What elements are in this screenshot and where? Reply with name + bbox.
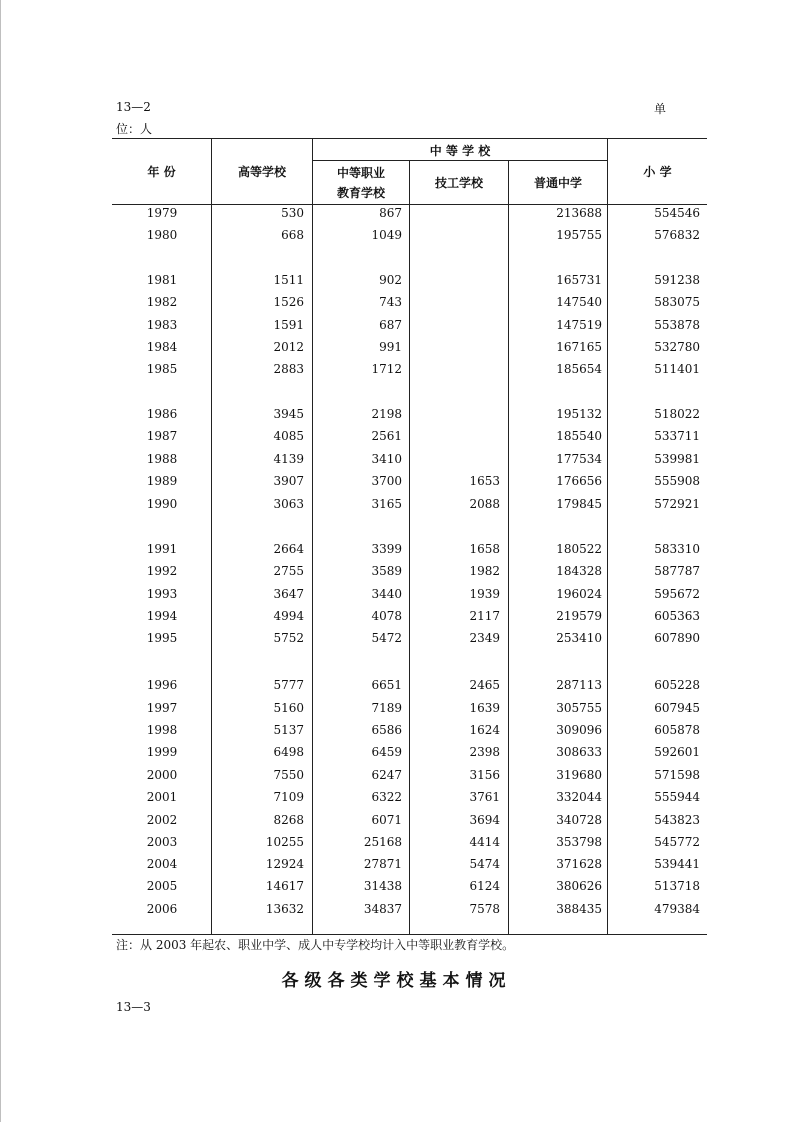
table-row: [112, 203, 707, 225]
row-vocational: 2198: [371, 407, 402, 421]
row-higher-education: 4085: [273, 429, 304, 443]
table-row: [112, 315, 707, 337]
row-general-secondary: 380626: [556, 879, 602, 893]
row-technical: 1639: [469, 701, 500, 715]
row-higher-education: 1526: [273, 295, 304, 309]
row-primary: 572921: [654, 497, 700, 511]
row-higher-education: 13632: [265, 902, 304, 916]
row-general-secondary: 195755: [556, 228, 602, 242]
row-vocational: 3410: [371, 452, 402, 466]
row-general-secondary: 196024: [556, 587, 602, 601]
row-higher-education: 668: [281, 228, 304, 242]
row-vocational: 867: [379, 206, 402, 220]
row-technical: 2398: [469, 745, 500, 759]
header-primary-schools: 小 学: [643, 165, 672, 179]
table-row: [112, 292, 707, 314]
row-year: 1997: [146, 701, 178, 715]
row-technical: 6124: [469, 879, 500, 893]
row-higher-education: 4994: [273, 609, 304, 623]
row-primary: 587787: [654, 564, 700, 578]
row-primary: 592601: [654, 745, 700, 759]
row-year: 1981: [146, 273, 178, 287]
row-technical: 3761: [469, 790, 500, 804]
row-higher-education: 4139: [273, 452, 304, 466]
row-primary: 591238: [654, 273, 700, 287]
row-year: 1984: [146, 340, 178, 354]
row-vocational: 4078: [371, 609, 402, 623]
row-general-secondary: 340728: [556, 813, 602, 827]
row-general-secondary: 287113: [556, 678, 602, 692]
table-row: [112, 832, 707, 854]
table-row: [112, 876, 707, 898]
table-row: [112, 606, 707, 628]
row-higher-education: 5752: [273, 631, 304, 645]
row-year: 2002: [146, 813, 178, 827]
row-primary: 543823: [654, 813, 700, 827]
header-higher-education: 高等学校: [237, 165, 286, 179]
row-primary: 533711: [654, 429, 700, 443]
row-primary: 555908: [654, 474, 700, 488]
row-general-secondary: 147540: [556, 295, 602, 309]
row-higher-education: 1591: [273, 318, 304, 332]
row-primary: 583310: [654, 542, 700, 556]
table-row: [112, 449, 707, 471]
row-primary: 607945: [654, 701, 700, 715]
row-technical: 2349: [469, 631, 500, 645]
row-general-secondary: 309096: [556, 723, 602, 737]
table-row: [112, 225, 707, 247]
row-year: 2005: [146, 879, 178, 893]
row-general-secondary: 165731: [556, 273, 602, 287]
table-row: [112, 742, 707, 764]
table-row: [112, 270, 707, 292]
row-primary: 518022: [654, 407, 700, 421]
row-higher-education: 12924: [265, 857, 304, 871]
row-general-secondary: 179845: [556, 497, 602, 511]
group-divider-rule: [312, 160, 607, 161]
row-technical: 5474: [469, 857, 500, 871]
row-vocational: 3589: [371, 564, 402, 578]
row-general-secondary: 213688: [556, 206, 602, 220]
row-primary: 605878: [654, 723, 700, 737]
row-general-secondary: 180522: [556, 542, 602, 556]
page-code: 13—2: [116, 100, 151, 114]
row-general-secondary: 184328: [556, 564, 602, 578]
row-year: 1998: [146, 723, 178, 737]
table-row: [112, 494, 707, 516]
row-higher-education: 530: [281, 206, 304, 220]
row-primary: 607890: [654, 631, 700, 645]
row-general-secondary: 388435: [556, 902, 602, 916]
row-general-secondary: 253410: [556, 631, 602, 645]
table-top-rule: [112, 138, 707, 139]
header-year: 年 份: [147, 165, 176, 179]
row-primary: 513718: [654, 879, 700, 893]
row-vocational: 6322: [371, 790, 402, 804]
row-primary: 511401: [654, 362, 700, 376]
row-primary: 539981: [654, 452, 700, 466]
row-vocational: 743: [379, 295, 402, 309]
row-general-secondary: 332044: [556, 790, 602, 804]
row-primary: 532780: [654, 340, 700, 354]
row-year: 1996: [146, 678, 178, 692]
row-general-secondary: 176656: [556, 474, 602, 488]
row-higher-education: 1511: [273, 273, 304, 287]
row-higher-education: 2012: [273, 340, 304, 354]
row-year: 1995: [146, 631, 178, 645]
row-vocational: 34837: [363, 902, 402, 916]
row-technical: 1982: [469, 564, 500, 578]
row-general-secondary: 167165: [556, 340, 602, 354]
row-primary: 553878: [654, 318, 700, 332]
row-higher-education: 2755: [273, 564, 304, 578]
row-technical: 3156: [469, 768, 500, 782]
row-higher-education: 3647: [273, 587, 304, 601]
row-primary: 554546: [654, 206, 700, 220]
row-vocational: 27871: [363, 857, 402, 871]
table-row: [112, 720, 707, 742]
row-year: 2003: [146, 835, 178, 849]
row-year: 1985: [146, 362, 178, 376]
row-vocational: 25168: [363, 835, 402, 849]
row-higher-education: 10255: [265, 835, 304, 849]
row-general-secondary: 185654: [556, 362, 602, 376]
row-higher-education: 2664: [273, 542, 304, 556]
row-general-secondary: 305755: [556, 701, 602, 715]
row-year: 1987: [146, 429, 178, 443]
header-technical-schools: 技工学校: [434, 176, 483, 190]
table-row: [112, 698, 707, 720]
row-technical: 2465: [469, 678, 500, 692]
row-year: 1980: [146, 228, 178, 242]
row-vocational: 991: [379, 340, 402, 354]
row-vocational: 6071: [371, 813, 402, 827]
row-vocational: 3165: [371, 497, 402, 511]
row-vocational: 5472: [371, 631, 402, 645]
table-row: [112, 359, 707, 381]
row-technical: 2088: [469, 497, 500, 511]
row-higher-education: 8268: [273, 813, 304, 827]
row-vocational: 6651: [371, 678, 402, 692]
row-general-secondary: 177534: [556, 452, 602, 466]
table-row: [112, 584, 707, 606]
table-row: [112, 787, 707, 809]
page-edge-line: [0, 0, 1, 1122]
row-year: 1999: [146, 745, 178, 759]
row-primary: 545772: [654, 835, 700, 849]
row-technical: 1939: [469, 587, 500, 601]
row-higher-education: 14617: [265, 879, 304, 893]
row-primary: 605363: [654, 609, 700, 623]
table-row: [112, 765, 707, 787]
row-primary: 576832: [654, 228, 700, 242]
row-primary: 595672: [654, 587, 700, 601]
row-year: 1982: [146, 295, 178, 309]
row-higher-education: 5137: [273, 723, 304, 737]
row-year: 2000: [146, 768, 178, 782]
table-row: [112, 854, 707, 876]
row-vocational: 687: [379, 318, 402, 332]
table-row: [112, 561, 707, 583]
table-footnote: 注：从 2003 年起农、职业中学、成人中专学校均计入中等职业教育学校。: [116, 938, 515, 952]
row-higher-education: 3063: [273, 497, 304, 511]
row-general-secondary: 219579: [556, 609, 602, 623]
table-row: [112, 426, 707, 448]
row-technical: 1653: [469, 474, 500, 488]
header-vocational-line2: 教育学校: [336, 186, 385, 200]
row-vocational: 2561: [371, 429, 402, 443]
table-row: [112, 539, 707, 561]
row-year: 1991: [146, 542, 178, 556]
row-year: 1988: [146, 452, 178, 466]
row-vocational: 3700: [371, 474, 402, 488]
row-year: 1992: [146, 564, 178, 578]
table-row: [112, 628, 707, 650]
row-higher-education: 3945: [273, 407, 304, 421]
header-vocational-line1: 中等职业: [336, 166, 385, 180]
row-vocational: 3440: [371, 587, 402, 601]
unit-label: 位：人: [116, 122, 153, 136]
row-technical: 3694: [469, 813, 500, 827]
row-vocational: 6247: [371, 768, 402, 782]
table-row: [112, 810, 707, 832]
row-year: 2004: [146, 857, 178, 871]
row-year: 1994: [146, 609, 178, 623]
row-vocational: 6586: [371, 723, 402, 737]
row-technical: 1658: [469, 542, 500, 556]
table-row: [112, 675, 707, 697]
row-year: 1986: [146, 407, 178, 421]
row-general-secondary: 353798: [556, 835, 602, 849]
row-technical: 2117: [469, 609, 500, 623]
row-primary: 479384: [654, 902, 700, 916]
section-title: 各级各类学校基本情况: [281, 971, 512, 991]
row-technical: 1624: [469, 723, 500, 737]
table-row: [112, 404, 707, 426]
row-vocational: 1712: [371, 362, 402, 376]
row-technical: 7578: [469, 902, 500, 916]
row-general-secondary: 185540: [556, 429, 602, 443]
row-year: 1993: [146, 587, 178, 601]
table-row: [112, 899, 707, 921]
row-higher-education: 6498: [273, 745, 304, 759]
row-vocational: 902: [379, 273, 402, 287]
table-row: [112, 337, 707, 359]
row-general-secondary: 319680: [556, 768, 602, 782]
row-general-secondary: 371628: [556, 857, 602, 871]
row-vocational: 1049: [371, 228, 402, 242]
row-year: 1990: [146, 497, 178, 511]
row-primary: 571598: [654, 768, 700, 782]
row-higher-education: 5777: [273, 678, 304, 692]
row-vocational: 31438: [363, 879, 402, 893]
row-general-secondary: 147519: [556, 318, 602, 332]
header-secondary-schools: 中 等 学 校: [429, 144, 491, 158]
unit-prefix: 单: [654, 102, 667, 116]
row-general-secondary: 308633: [556, 745, 602, 759]
row-vocational: 7189: [371, 701, 402, 715]
table-row: [112, 471, 707, 493]
row-higher-education: 3907: [273, 474, 304, 488]
row-higher-education: 2883: [273, 362, 304, 376]
row-higher-education: 7550: [273, 768, 304, 782]
row-higher-education: 7109: [273, 790, 304, 804]
row-primary: 555944: [654, 790, 700, 804]
row-technical: 4414: [469, 835, 500, 849]
row-higher-education: 5160: [273, 701, 304, 715]
row-primary: 539441: [654, 857, 700, 871]
next-page-code: 13—3: [116, 1000, 151, 1014]
row-primary: 583075: [654, 295, 700, 309]
header-general-secondary: 普通中学: [533, 176, 582, 190]
row-vocational: 6459: [371, 745, 402, 759]
row-general-secondary: 195132: [556, 407, 602, 421]
row-year: 2006: [146, 902, 178, 916]
row-primary: 605228: [654, 678, 700, 692]
row-year: 1983: [146, 318, 178, 332]
row-vocational: 3399: [371, 542, 402, 556]
row-year: 2001: [146, 790, 178, 804]
row-year: 1979: [146, 206, 178, 220]
row-year: 1989: [146, 474, 178, 488]
